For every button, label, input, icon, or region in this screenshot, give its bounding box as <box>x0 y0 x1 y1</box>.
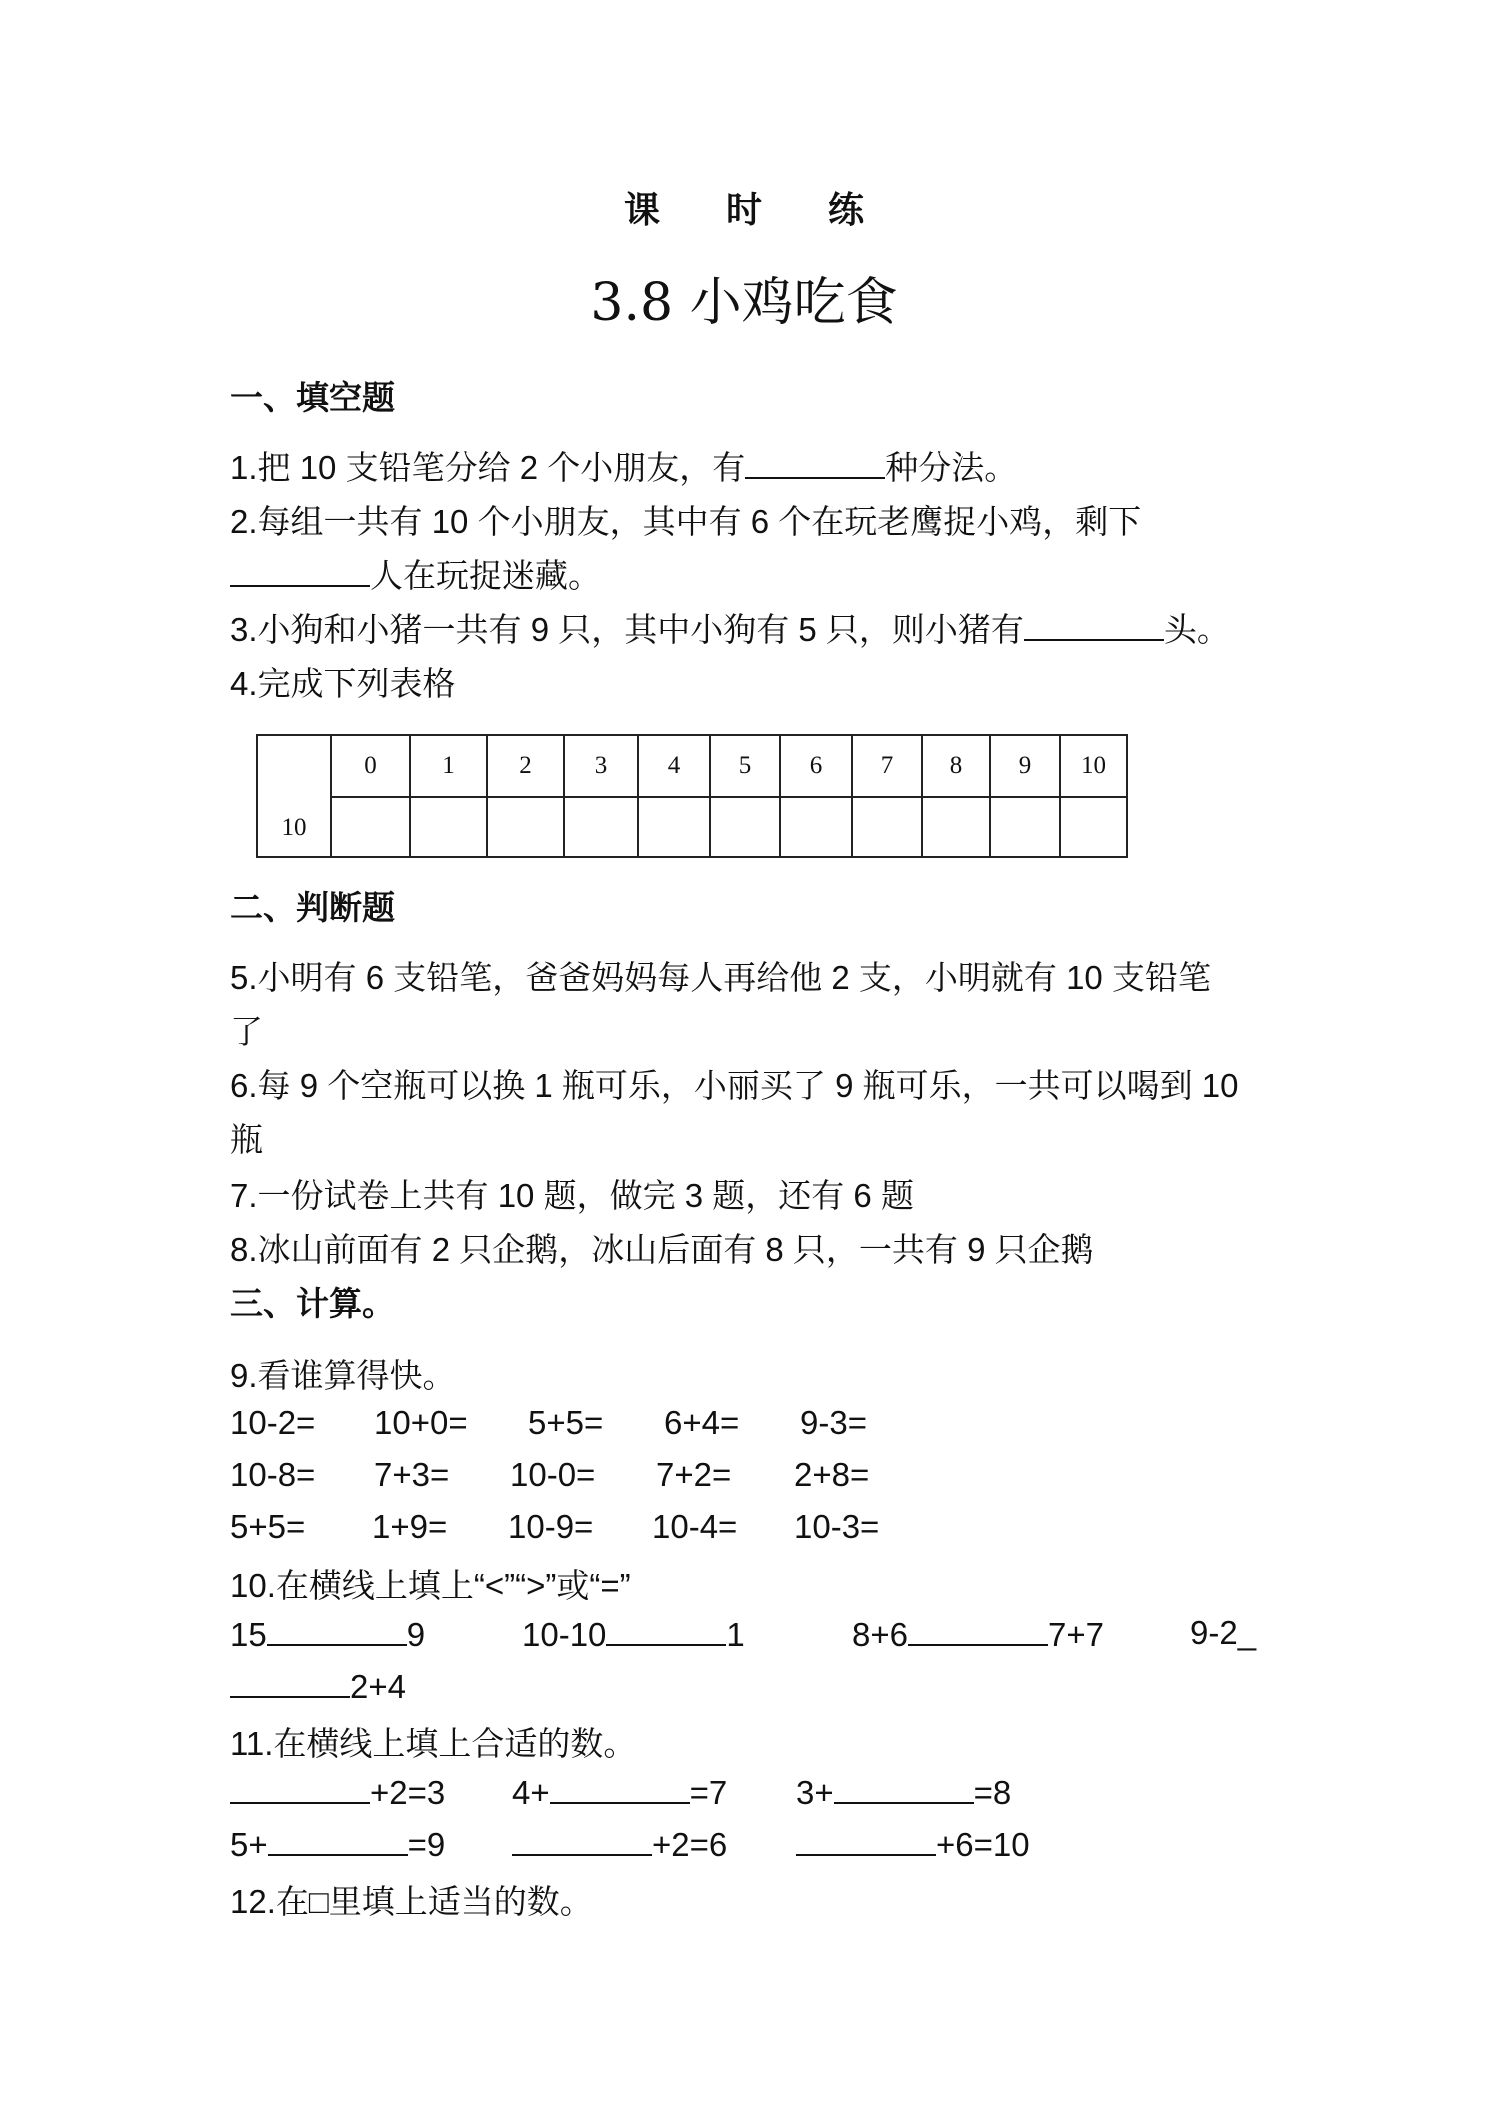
compare-blank[interactable] <box>267 1614 407 1646</box>
table-header-cell: 10 <box>1060 735 1127 797</box>
question-6-line-1: 6.每 9 个空瓶可以换 1 瓶可乐，小丽买了 9 瓶可乐，一共可以喝到 10 <box>230 1067 1239 1104</box>
table-header-cell: 1 <box>410 735 487 797</box>
calc-item: 9-3= <box>800 1404 867 1441</box>
table-row-label: 10 <box>257 735 331 857</box>
question-2-line-1: 2.每组一共有 10 个小朋友，其中有 6 个在玩老鹰捉小鸡，剩下 <box>230 503 1142 540</box>
decompose-table <box>256 734 1128 858</box>
table-header-cell: 6 <box>780 735 852 797</box>
number-blank[interactable] <box>834 1772 974 1804</box>
table-answer-cell[interactable] <box>564 797 638 857</box>
table-answer-cell[interactable] <box>852 797 922 857</box>
compare-blank[interactable] <box>908 1614 1048 1646</box>
calc-item: 6+4= <box>664 1404 740 1441</box>
question-9: 9.看谁算得快。 <box>230 1357 456 1394</box>
calc-item: 10-2= <box>230 1404 316 1441</box>
number-blank[interactable] <box>512 1824 652 1856</box>
table-answer-cell[interactable] <box>1060 797 1127 857</box>
fill-number-item: +2=3 <box>230 1772 445 1812</box>
compare-item-end: 2+4 <box>230 1666 406 1706</box>
question-7: 7.一份试卷上共有 10 题，做完 3 题，还有 6 题 <box>230 1177 914 1214</box>
calc-item: 5+5= <box>230 1508 306 1545</box>
answer-blank[interactable] <box>745 447 885 479</box>
calc-item: 10+0= <box>374 1404 468 1441</box>
section-title-true-false: 二、判断题 <box>230 889 395 926</box>
calc-item: 10-3= <box>794 1508 880 1545</box>
calc-item: 5+5= <box>528 1404 604 1441</box>
answer-blank[interactable] <box>230 555 370 587</box>
table-header-cell: 2 <box>487 735 564 797</box>
compare-item: 8+6 7+7 <box>852 1616 1104 1653</box>
table-answer-cell[interactable] <box>487 797 564 857</box>
question-1: 1.把 10 支铅笔分给 2 个小朋友，有 种分法。 <box>230 449 1018 486</box>
table-header-cell: 7 <box>852 735 922 797</box>
calc-item: 10-9= <box>508 1508 594 1545</box>
question-8: 8.冰山前面有 2 只企鹅，冰山后面有 8 只，一共有 9 只企鹅 <box>230 1231 1094 1268</box>
compare-item: 10-10 1 <box>522 1616 745 1653</box>
table-answer-cell[interactable] <box>780 797 852 857</box>
number-blank[interactable] <box>268 1824 408 1856</box>
table-answer-cell[interactable] <box>638 797 710 857</box>
calc-item: 1+9= <box>372 1508 448 1545</box>
calc-item: 10-4= <box>652 1508 738 1545</box>
question-5-line-1: 5.小明有 6 支铅笔，爸爸妈妈每人再给他 2 支，小明就有 10 支铅笔 <box>230 959 1211 996</box>
table-header-cell: 4 <box>638 735 710 797</box>
fill-number-item: +6=10 <box>796 1824 1030 1864</box>
calc-item: 7+3= <box>374 1456 450 1493</box>
course-title: 课 时 练 <box>623 189 892 230</box>
question-6-line-2: 瓶 <box>230 1121 263 1158</box>
compare-blank[interactable] <box>230 1666 350 1698</box>
table-header-cell: 8 <box>922 735 990 797</box>
table-answer-cell[interactable] <box>410 797 487 857</box>
number-blank[interactable] <box>796 1824 936 1856</box>
fill-number-item: 4+ =7 <box>512 1774 728 1811</box>
number-blank[interactable] <box>230 1772 370 1804</box>
question-5-line-2: 了 <box>230 1013 263 1050</box>
section-title-calculation: 三、计算。 <box>230 1285 395 1322</box>
number-blank[interactable] <box>550 1772 690 1804</box>
question-2-line-2: 人在玩捉迷藏。 <box>230 550 601 597</box>
question-10: 10.在横线上填上“<”“>”或“=” <box>230 1567 631 1604</box>
compare-blank[interactable] <box>606 1614 726 1646</box>
question-4: 4.完成下列表格 <box>230 665 456 702</box>
table-header-cell: 3 <box>564 735 638 797</box>
answer-blank[interactable] <box>1024 609 1164 641</box>
section-title-fill-blank: 一、填空题 <box>230 379 395 416</box>
table-header-cell: 9 <box>990 735 1060 797</box>
question-3: 3.小狗和小猪一共有 9 只，其中小狗有 5 只，则小猪有 头。 <box>230 611 1230 648</box>
compare-item-start: 9-2_ <box>1190 1614 1257 1651</box>
table-header-cell: 5 <box>710 735 780 797</box>
fill-number-item: +2=6 <box>512 1824 727 1864</box>
question-11: 11.在横线上填上合适的数。 <box>230 1725 637 1762</box>
compare-item: 15 9 <box>230 1616 426 1653</box>
table-answer-cell[interactable] <box>710 797 780 857</box>
table-answer-cell[interactable] <box>331 797 410 857</box>
calc-item: 7+2= <box>656 1456 732 1493</box>
fill-number-item: 5+ =9 <box>230 1826 446 1863</box>
table-answer-cell[interactable] <box>990 797 1060 857</box>
calc-item: 10-0= <box>510 1456 596 1493</box>
lesson-title: 3.8 小鸡吃食 <box>590 273 898 333</box>
calc-item: 2+8= <box>794 1456 870 1493</box>
fill-number-item: 3+ =8 <box>796 1774 1012 1811</box>
table-answer-cell[interactable] <box>922 797 990 857</box>
calc-item: 10-8= <box>230 1456 316 1493</box>
table-header-cell: 0 <box>331 735 410 797</box>
question-12: 12.在□里填上适当的数。 <box>230 1883 593 1920</box>
